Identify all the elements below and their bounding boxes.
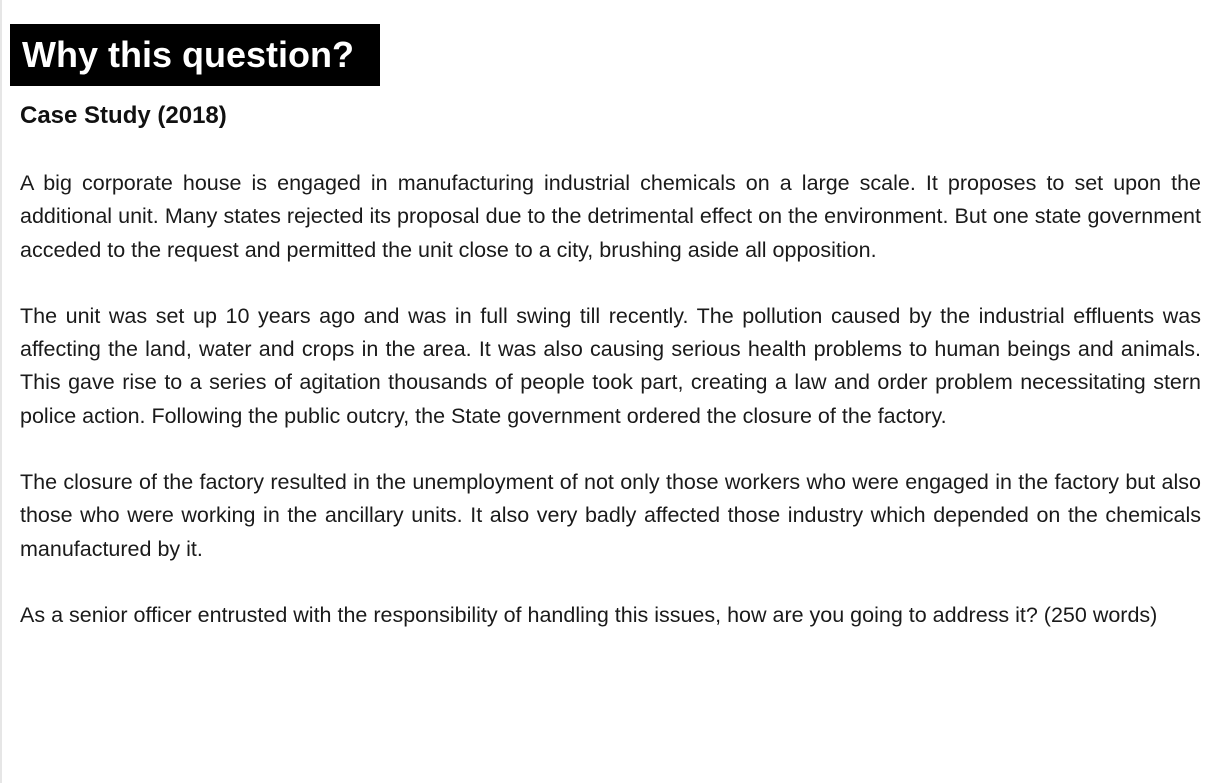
case-study-body — [20, 167, 1201, 665]
section-title-banner — [10, 24, 380, 86]
page-edge-divider — [0, 0, 2, 783]
paragraph-pollution-closure: The unit was set up 10 years ago and was in full swing till recently. The pollution caused by the industrial effluents was affecting the land, water and crops in the area. It was also causing serious health problems to human beings and animals. This gave rise to a series of agitation thousands of people took part, creating a law and order problem necessitating stern police action. Following the public outcry, the State government ordered the closure of the factory. — [20, 303, 1201, 428]
case-study-heading: Case Study (2018) — [20, 102, 227, 129]
paragraph-background: A big corporate house is engaged in manufacturing industrial chemicals on a large scale. It proposes to set upon the additional unit. Many states rejected its proposal due to the detrimental effect on the environment. But one state government acceded to the request and permitted the unit close to a city, brushing aside all opposition. — [20, 171, 1201, 262]
paragraph-question: As a senior officer entrusted with the responsibility of handling this issues, how are you going to address it? (250 words) — [20, 602, 1158, 627]
page-title: Why this question? — [22, 34, 354, 75]
paragraph-unemployment: The closure of the factory resulted in the unemployment of not only those workers who were engaged in the factory but also those who were working in the ancillary units. It also very badly affected those industry which depended on the chemicals manufactured by it. — [20, 470, 1201, 561]
